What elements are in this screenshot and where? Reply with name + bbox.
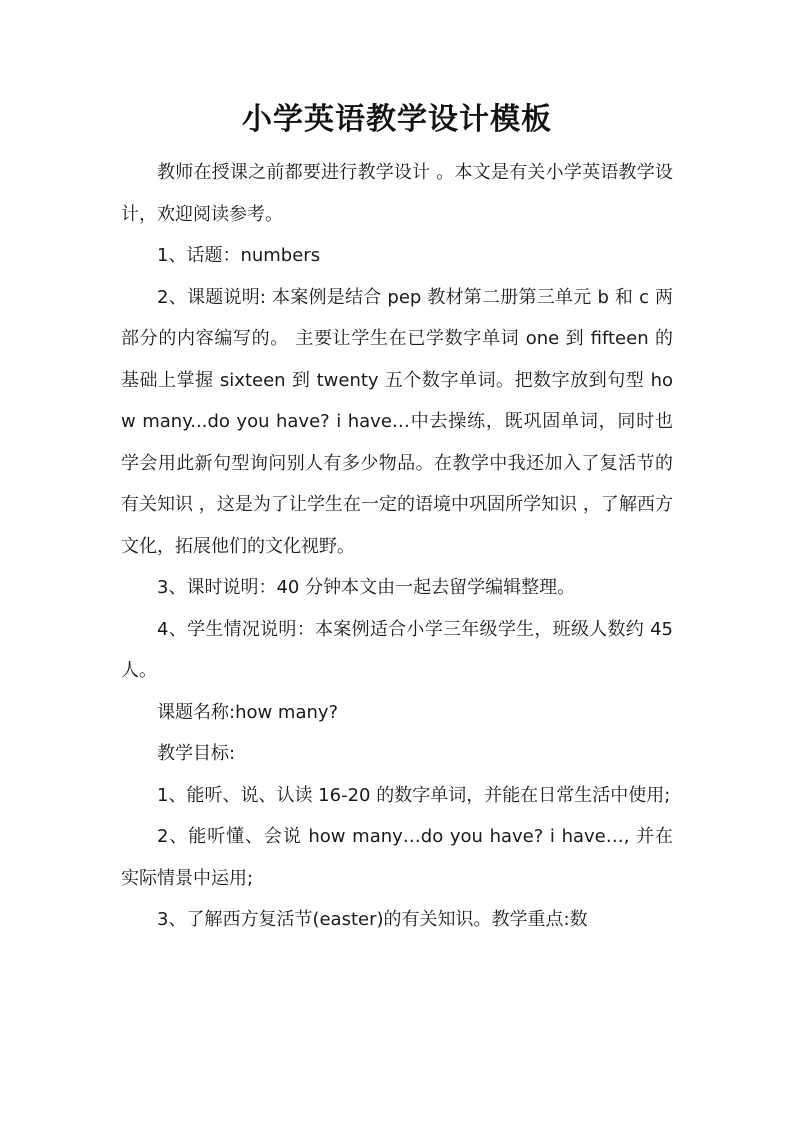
paragraph-objective-2: 2、能听懂、会说 how many…do you have? i have…, 并在实际情景中运用; — [121, 826, 673, 889]
document-body — [121, 152, 673, 941]
paragraph-objective-1: 1、能听、说、认读 16-20 的数字单词，并能在日常生活中使用; — [157, 784, 671, 806]
paragraph-class-time: 3、课时说明：40 分钟本文由一起去留学编辑整理。 — [157, 577, 576, 598]
paragraph-intro: 教师在授课之前都要进行教学设计 。本文是有关小学英语教学设计，欢迎阅读参考。 — [121, 162, 673, 225]
paragraph-lesson-name: 课题名称:how many? — [157, 701, 339, 723]
paragraph-objectives-heading: 教学目标: — [157, 743, 236, 764]
paragraph-objective-3: 3、了解西方复活节(easter)的有关知识。教学重点:数 — [157, 909, 588, 930]
paragraph-lesson-description: 2、课题说明: 本案例是结合 pep 教材第二册第三单元 b 和 c 两部分的内容编写的。 主要让学生在已学数字单词 one 到 fifteen 的基础上掌握 sixteen 到 twenty 五个数字单词。把数字放到句型 how many...do you have? i have…中去操练，既巩固单词，同时也学会用此新句型询问别人有多少物品。在教学中我还加入了复活节的有关知识 ，这是为了让学生在一定的语境中巩固所学知识 ，了解西方文化，拓展他们的文化视野。 — [121, 286, 673, 557]
paragraph-topic: 1、话题：numbers — [157, 245, 321, 266]
document-title: 小学英语教学设计模板 — [242, 102, 552, 137]
paragraph-student-info: 4、学生情况说明：本案例适合小学三年级学生，班级人数约 45 人。 — [121, 618, 673, 681]
